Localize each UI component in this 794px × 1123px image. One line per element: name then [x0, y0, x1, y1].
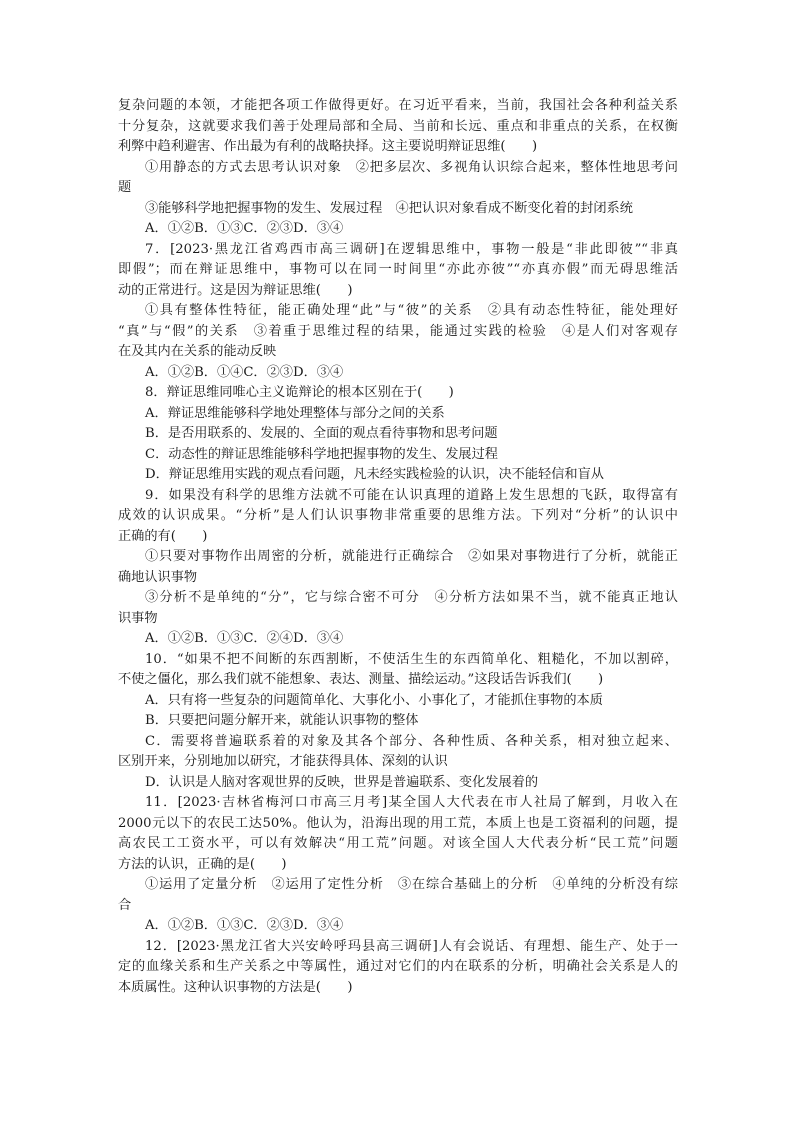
text-line: 确地认识事物	[118, 569, 198, 585]
text-line: 动的正常进行。这是因为辩证思维( )	[118, 282, 353, 298]
text-line: ③分析不是单纯的“分”，它与综合密不可分 ④分析方法如果不当，就不能真正地认	[145, 590, 678, 605]
text-line: 题	[118, 180, 132, 195]
text-line: 8．辩证思维同唯心主义诡辩论的根本区别在于( )	[145, 385, 454, 400]
text-line: 成效的认识成果。“分析”是人们认识事物非常重要的思维方法。下列对“分析”的认识中	[118, 508, 678, 523]
text-line: ①用静态的方式去思考认识对象 ②把多层次、多视角认识综合起来，整体性地思考问	[145, 159, 678, 175]
text-line: 11．[2023·吉林省梅河口市高三月考]某全国人大代表在市人社局了解到，月收入在	[145, 795, 678, 810]
text-line: 本质属性。这种认识事物的方法是( )	[118, 979, 353, 995]
text-line: 12．[2023·黑龙江省大兴安岭呼玛县高三调研]人有会说话、有理想、能生产、处于一	[145, 938, 678, 954]
text-line: 7．[2023·黑龙江省鸡西市高三调研]在逻辑思维中，事物一般是“非此即彼”“非真	[145, 241, 678, 257]
text-line: A．只有将一些复杂的问题简单化、大事化小、小事化了，才能抓住事物的本质	[145, 692, 603, 708]
text-line: A．①②B．①③C．②③D．③④	[145, 918, 344, 933]
text-line: 在及其内在关系的能动反映	[118, 344, 277, 359]
text-line: 即假”；而在辩证思维中，事物可以在同一时间里“亦此亦彼”“亦真亦假”而无碍思维活	[118, 262, 678, 277]
text-line: 不使之僵化，那么我们就不能想象、表达、测量、描绘运动。”这段话告诉我们( )	[118, 672, 604, 687]
text-line: 2000元以下的农民工达50%。他认为，沿海出现的用工荒，本质上也是工资福利的问题，提	[118, 815, 678, 831]
text-line: ③能够科学地把握事物的发生、发展过程 ④把认识对象看成不断变化着的封闭系统	[145, 200, 633, 216]
text-line: 方法的认识，正确的是( )	[118, 856, 287, 872]
document-page	[118, 96, 678, 998]
text-line: 识事物	[118, 610, 158, 626]
text-line: ①运用了定量分析 ②运用了定性分析 ③在综合基础上的分析 ④单纯的分析没有综	[145, 877, 678, 892]
text-line: 9．如果没有科学的思维方法就不可能在认识真理的道路上发生思想的飞跃，取得富有	[145, 487, 678, 503]
text-line: ①只要对事物作出周密的分析，就能进行正确综合 ②如果对事物进行了分析，就能正	[145, 549, 678, 564]
text-line: 10．“如果不把不间断的东西割断，不使活生生的东西简单化、粗糙化，不加以割碎，	[145, 651, 678, 667]
text-line: D．辩证思维用实践的观点看问题，凡未经实践检验的认识，决不能轻信和盲从	[145, 467, 604, 482]
text-line: 十分复杂，这就要求我们善于处理局部和全局、当前和长远、重点和非重点的关系，在权衡	[118, 118, 678, 134]
text-line: “真”与“假”的关系 ③着重于思维过程的结果，能通过实践的检验 ④是人们对客观存	[118, 323, 678, 339]
text-line: 正确的有( )	[118, 528, 208, 544]
text-line: ①具有整体性特征，能正确处理“此”与“彼”的关系 ②具有动态性特征，能处理好	[145, 303, 678, 318]
text-line: D．认识是人脑对客观世界的反映，世界是普遍联系、变化发展着的	[145, 774, 539, 790]
text-line: A．①②B．①③C．②④D．③④	[145, 631, 344, 646]
text-line: B．只要把问题分解开来，就能认识事物的整体	[145, 713, 419, 728]
text-line: 合	[118, 897, 132, 913]
text-line: 定的血缘关系和生产关系之中等属性，通过对它们的内在联系的分析，明确社会关系是人的	[118, 959, 678, 974]
text-line: B．是否用联系的、发展的、全面的观点看待事物和思考问题	[145, 426, 498, 441]
text-line: 区别开来，分别地加以研究，才能获得具体、深刻的认识	[118, 754, 448, 769]
text-line: A．①②B．①③C．②③D．③④	[145, 221, 344, 236]
text-line: 利弊中趋利避害、作出最为有利的战略抉择。这主要说明辩证思维( )	[118, 139, 538, 154]
text-line: A．①②B．①④C．②③D．③④	[145, 364, 344, 380]
text-line: 高农民工工资水平，可以有效解决“用工荒”问题。对该全国人大代表分析“民工荒”问题	[118, 836, 678, 851]
text-line: C．需要将普遍联系着的对象及其各个部分、各种性质、各种关系，相对独立起来、	[145, 733, 678, 749]
text-line: C．动态性的辩证思维能够科学地把握事物的发生、发展过程	[145, 446, 498, 462]
text-line: A．辩证思维能够科学地处理整体与部分之间的关系	[145, 405, 445, 421]
text-line: 复杂问题的本领，才能把各项工作做得更好。在习近平看来，当前，我国社会各种利益关系	[118, 98, 678, 113]
